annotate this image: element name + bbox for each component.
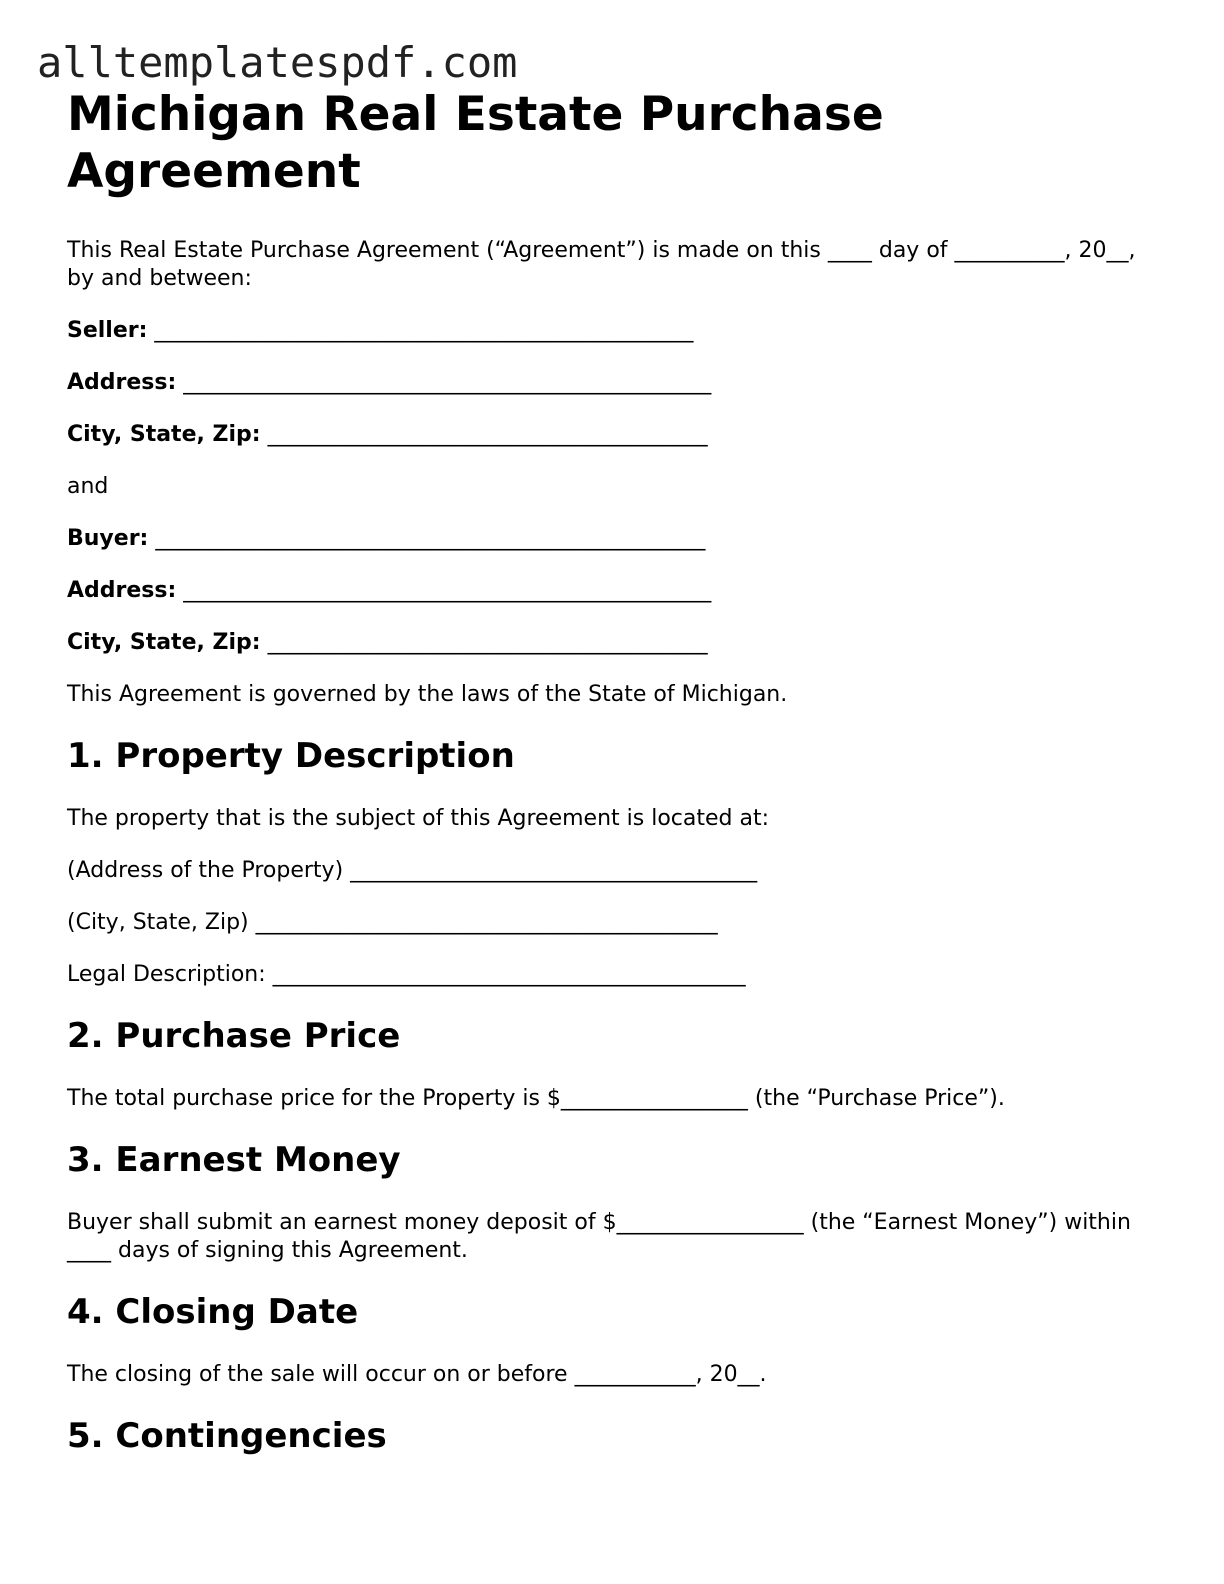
seller-city-line xyxy=(67,421,1167,449)
document-page xyxy=(67,86,1167,1457)
closing-date-text: The closing of the sale will occur on or before ___________, 20__. xyxy=(67,1362,767,1387)
seller-address-label: Address: xyxy=(67,370,177,395)
buyer-city-label: City, State, Zip: xyxy=(67,630,261,655)
buyer-address-label: Address: xyxy=(67,578,177,603)
buyer-name-blank: __________________________________________________ xyxy=(155,526,706,551)
section-3-heading: 3. Earnest Money xyxy=(67,1140,401,1180)
section-4-heading: 4. Closing Date xyxy=(67,1292,359,1332)
buyer-city-line xyxy=(67,629,1167,657)
property-lead-text: The property that is the subject of this Agreement is located at: xyxy=(67,806,770,831)
seller-name-blank: _________________________________________________ xyxy=(154,318,694,343)
seller-city-blank: ________________________________________ xyxy=(267,422,708,447)
property-city-line: (City, State, Zip) __________________________________________ xyxy=(67,910,718,935)
purchase-price-text: The total purchase price for the Property is $_________________ (the “Purchase Price”). xyxy=(67,1086,1005,1111)
buyer-address-line xyxy=(67,577,1167,605)
property-legal-line: Legal Description: ___________________________________________ xyxy=(67,962,746,987)
governing-law-text: This Agreement is governed by the laws of the State of Michigan. xyxy=(67,682,788,707)
seller-name-line xyxy=(67,317,1167,345)
document-title: Michigan Real Estate Purchase Agreement xyxy=(67,87,884,199)
seller-city-label: City, State, Zip: xyxy=(67,422,261,447)
seller-address-blank: ________________________________________________ xyxy=(183,370,712,395)
watermark: alltemplatespdf.com xyxy=(37,38,518,87)
property-address-line: (Address of the Property) _____________________________________ xyxy=(67,858,758,883)
intro-paragraph: This Real Estate Purchase Agreement (“Agreement”) is made on this ____ day of __________, 20__, by and between: xyxy=(67,238,1136,291)
section-5-heading: 5. Contingencies xyxy=(67,1416,387,1456)
seller-address-line xyxy=(67,369,1167,397)
buyer-name-line xyxy=(67,525,1167,553)
section-1-heading: 1. Property Description xyxy=(67,736,515,776)
and-text: and xyxy=(67,474,109,499)
seller-name-label: Seller: xyxy=(67,318,148,343)
buyer-name-label: Buyer: xyxy=(67,526,149,551)
buyer-city-blank: ________________________________________ xyxy=(267,630,708,655)
buyer-address-blank: ________________________________________________ xyxy=(183,578,712,603)
section-2-heading: 2. Purchase Price xyxy=(67,1016,401,1056)
earnest-money-text: Buyer shall submit an earnest money deposit of $_________________ (the “Earnest Money”) within ____ days of signing this Agreement. xyxy=(67,1210,1131,1263)
